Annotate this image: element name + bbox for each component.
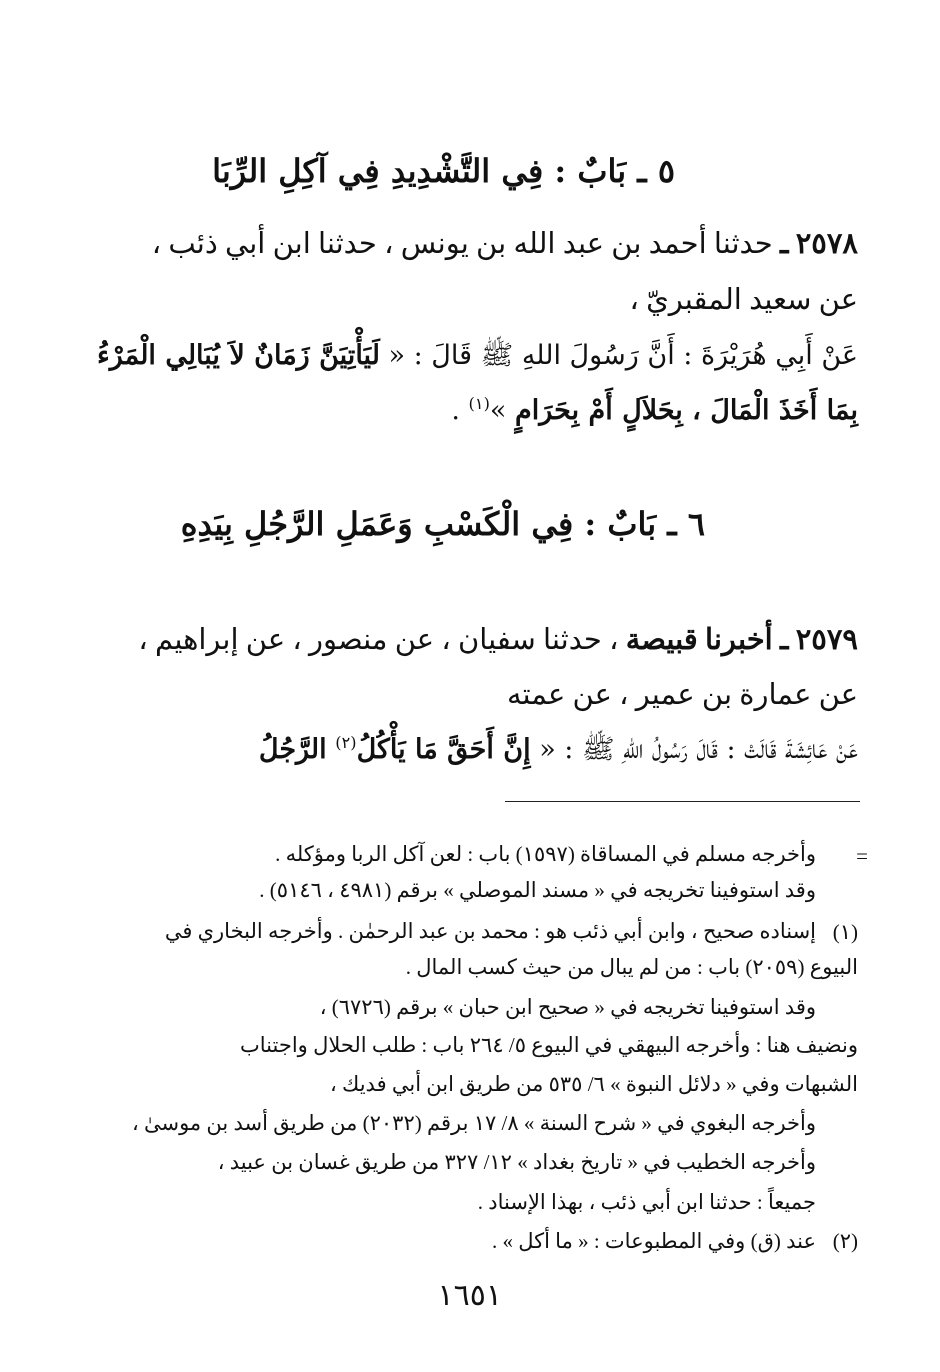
hadith-2578-chain-line1 <box>152 226 858 261</box>
hadith-number: ٢٥٧٩ ـ <box>779 624 858 656</box>
footnote-ref-1: (١) <box>468 394 490 413</box>
hadith-number: ٢٥٧٨ ـ <box>779 228 858 260</box>
hadith-2579-chain-line1 <box>138 622 858 657</box>
hadith-2578-text-line2 <box>451 394 858 426</box>
hadith-narration: عَنْ أَبِي هُرَيْرَةَ : أَنَّ رَسُولَ اللهِ ﷺ قَالَ : « <box>388 340 858 371</box>
hadith-matn: بِمَا أَخَذَ الْمَالَ ، بِحَلاَلٍ أَمْ بِحَرَامٍ <box>515 395 858 426</box>
hadith-2579-chain-line2: عن عمارة بن عمير ، عن عمته <box>506 679 858 711</box>
isnad-bold: أخبرنا قبيصة <box>625 624 773 656</box>
hadith-matn: الرَّجُلُ <box>258 734 327 765</box>
isnad-text: حدثنا أحمد بن عبد الله بن يونس ، حدثنا ابن أبي ذئب ، <box>151 228 773 260</box>
footnote-1-line: الشبهات وفي « دلائل النبوة » ٦/ ٥٣٥ من طريق ابن أبي فديك ، <box>329 1072 858 1096</box>
footnote-continuation-line: وأخرجه مسلم في المساقاة (١٥٩٧) باب : لعن آكل الربا ومؤكله . <box>275 842 816 866</box>
footnote-continuation-line: وقد استوفينا تخريجه في « مسند الموصلي » برقم (٤٩٨١ ، ٥١٤٦) . <box>259 878 816 902</box>
footnote-1-line: إسناده صحيح ، وابن أبي ذئب هو : محمد بن عبد الرحمٰن . وأخرجه البخاري في <box>164 919 816 943</box>
period: . <box>451 395 460 426</box>
hadith-matn: لَيَأْتِيَنَّ زَمَانٌ لاَ يُبَالِي الْمَرْءُ <box>97 340 380 371</box>
footnote-1-line: وقد استوفينا تخريجه في « صحيح ابن حبان » برقم (٦٧٢٦) ، <box>319 995 816 1019</box>
hadith-narration: عَنْ عَائِشَةَ قَالَتْ : قَالَ رَسُولُ اللهِ ﷺ : « <box>539 734 858 765</box>
footnote-2-line: عند (ق) وفي المطبوعات : « ما أكل » . <box>491 1229 816 1253</box>
footnote-ref-2: (٢) <box>335 733 357 752</box>
chapter-heading-5: ٥ ـ بَابٌ : فِي التَّشْدِيدِ فِي آكِلِ الرِّبَا <box>212 152 675 190</box>
footnote-1-line: البيوع (٢٠٥٩) باب : من لم يبال من حيث كسب المال . <box>405 955 858 979</box>
hadith-2578-chain-line2: عن سعيد المقبريّ ، <box>629 284 858 316</box>
footnote-1-line: وأخرجه الخطيب في « تاريخ بغداد » ١٢/ ٣٢٧ من طريق غسان بن عبيد ، <box>217 1150 816 1174</box>
footnote-1-line: ونضيف هنا : وأخرجه البيهقي في البيوع ٥/ ٢٦٤ باب : طلب الحلال واجتناب <box>240 1033 858 1057</box>
footnote-separator <box>505 801 860 802</box>
footnote-1-line: وأخرجه البغوي في « شرح السنة » ٨/ ١٧ برقم (٢٠٣٢) من طريق أسد بن موسىٰ ، <box>131 1111 816 1135</box>
footnote-2-marker: (٢) <box>832 1229 858 1253</box>
chapter-heading-6: ٦ ـ بَابٌ : فِي الْكَسْبِ وَعَمَلِ الرَّجُلِ بِيَدِهِ <box>180 505 705 543</box>
isnad-text: ، حدثنا سفيان ، عن منصور ، عن إبراهيم ، <box>138 624 619 656</box>
hadith-2578-text-line1 <box>97 338 858 378</box>
hadith-2579-text-line1 <box>259 732 858 772</box>
footnote-1-line: جميعاً : حدثنا ابن أبي ذئب ، بهذا الإسناد . <box>477 1190 816 1214</box>
page-number: ١٦٥١ <box>437 1279 502 1312</box>
hadith-matn: إِنَّ أَحَقَّ مَا يَأْكُلُ <box>356 734 531 765</box>
quote-close: » <box>489 395 507 426</box>
footnote-continuation-marker: = <box>856 844 868 868</box>
footnote-1-marker: (١) <box>832 920 858 944</box>
